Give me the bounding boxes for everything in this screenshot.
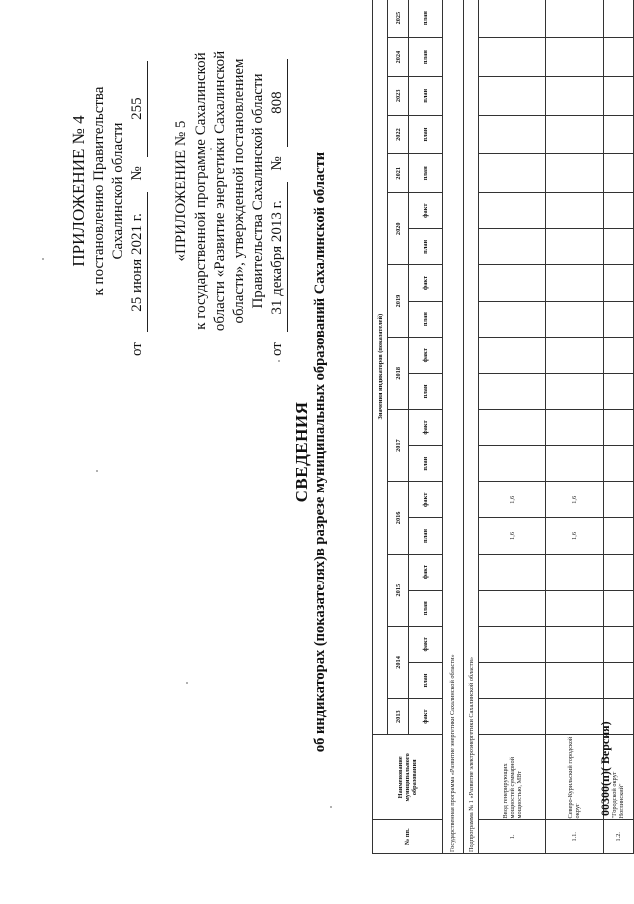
subhead-2013-fact: факт — [409, 699, 442, 735]
scan-speck — [330, 806, 332, 808]
cell-2016-fact — [603, 482, 633, 518]
scan-speck — [210, 148, 212, 150]
row-name: "Городской округ Ноглинский" — [603, 735, 633, 820]
cell-2016-fact: 1,6 — [479, 482, 546, 518]
year-2013: 2013 — [388, 699, 409, 735]
cell-2016-plan: 1,6 — [545, 518, 603, 554]
appendix-5-line4: Правительства Сахалинской области — [250, 73, 266, 309]
document-subtitle: об индикаторах (показателях)в разрезе муниципальных образований Сахалинской области — [312, 151, 328, 753]
col-header-name: Наименование муниципального образования — [373, 735, 443, 820]
col-header-no: № пп. — [373, 820, 443, 854]
appendix-5-number-label: № — [269, 156, 285, 171]
subhead-2021-plan: план — [409, 154, 442, 193]
table-row — [545, 0, 603, 854]
appendix-5-block — [170, 26, 288, 356]
year-2023: 2023 — [388, 76, 409, 115]
subhead-2025-plan: план — [409, 0, 442, 38]
appendix-4-block — [68, 26, 148, 356]
subhead-2022-plan: план — [409, 115, 442, 154]
appendix-5-line3: области», утвержденной постановлением — [231, 58, 247, 324]
scan-speck — [42, 258, 44, 260]
program-row: Государственная программа «Развитие энергетики Сахалинской области» — [442, 0, 463, 854]
cell-2016-plan: 1,6 — [479, 518, 546, 554]
appendix-5-from-label: от — [269, 342, 285, 356]
cell-2016-fact: 1,6 — [545, 482, 603, 518]
subhead-2015-plan: план — [409, 590, 442, 626]
appendix-4-line2: Сахалинской области — [110, 122, 126, 260]
subhead-2023-plan: план — [409, 76, 442, 115]
subhead-2016-plan: план — [409, 518, 442, 554]
year-2014: 2014 — [388, 626, 409, 698]
appendix-5-number: 808 — [268, 59, 288, 147]
scan-speck — [96, 470, 98, 472]
subprogram-row: Подпрограмма № 1 «Развитие электроэнергетики Сахалинской области» — [464, 0, 479, 854]
subhead-2019-plan: план — [409, 301, 442, 337]
subhead-2017-plan: план — [409, 446, 442, 482]
subhead-2020-plan: план — [409, 229, 442, 265]
year-2018: 2018 — [388, 337, 409, 409]
table-row — [479, 0, 546, 854]
appendix-4-from-label: от — [129, 342, 145, 356]
year-2015: 2015 — [388, 554, 409, 626]
year-2017: 2017 — [388, 409, 409, 481]
row-number: 1.1. — [545, 820, 603, 854]
appendix-4-line1: к постановлению Правительства — [91, 86, 107, 296]
row-number: 1.2. — [603, 820, 633, 854]
year-2016: 2016 — [388, 482, 409, 554]
subhead-2020-fact: факт — [409, 193, 442, 229]
row-name: Северо-Курильский городской округ — [545, 735, 603, 820]
year-2025: 2025 — [388, 0, 409, 38]
row-number: 1. — [479, 820, 546, 854]
subhead-2016-fact: факт — [409, 482, 442, 518]
scan-speck — [186, 682, 188, 684]
appendix-5-date: 31 декабря 2013 г. — [268, 182, 288, 332]
year-2022: 2022 — [388, 115, 409, 154]
year-2021: 2021 — [388, 154, 409, 193]
appendix-5-line2: области «Развитие энергетики Сахалинской — [212, 50, 228, 332]
appendix-4-number-label: № — [129, 166, 145, 181]
appendix-4-number: 255 — [128, 61, 148, 157]
document-title: СВЕДЕНИЯ — [292, 401, 311, 503]
year-2020: 2020 — [388, 193, 409, 265]
year-2019: 2019 — [388, 265, 409, 337]
cell-2016-plan — [603, 518, 633, 554]
subhead-2014-fact: факт — [409, 626, 442, 662]
subhead-2014-plan: план — [409, 662, 442, 698]
scan-speck — [278, 360, 280, 362]
year-2024: 2024 — [388, 38, 409, 77]
subhead-2018-fact: факт — [409, 337, 442, 373]
subhead-2017-fact: факт — [409, 409, 442, 445]
subhead-2019-fact: факт — [409, 265, 442, 301]
appendix-4-date: 25 июня 2021 г. — [128, 192, 148, 332]
row-name: Ввод генерирующих мощностей суммарной мощностью, МВт — [479, 735, 546, 820]
appendix-4-title: ПРИЛОЖЕНИЕ № 4 — [69, 115, 88, 267]
subhead-2024-plan: план — [409, 38, 442, 77]
version-footer: 00300(п)( Версия) — [598, 721, 612, 816]
appendix-5-line1: к государственной программе Сахалинской — [193, 52, 209, 330]
subhead-2015-fact: факт — [409, 554, 442, 590]
appendix-5-title: «ПРИЛОЖЕНИЕ № 5 — [173, 120, 189, 262]
col-header-values: Значения индикаторов (показателей) — [373, 0, 388, 735]
document-heading — [292, 0, 329, 904]
indicators-table — [372, 0, 634, 854]
subhead-2018-plan: план — [409, 373, 442, 409]
